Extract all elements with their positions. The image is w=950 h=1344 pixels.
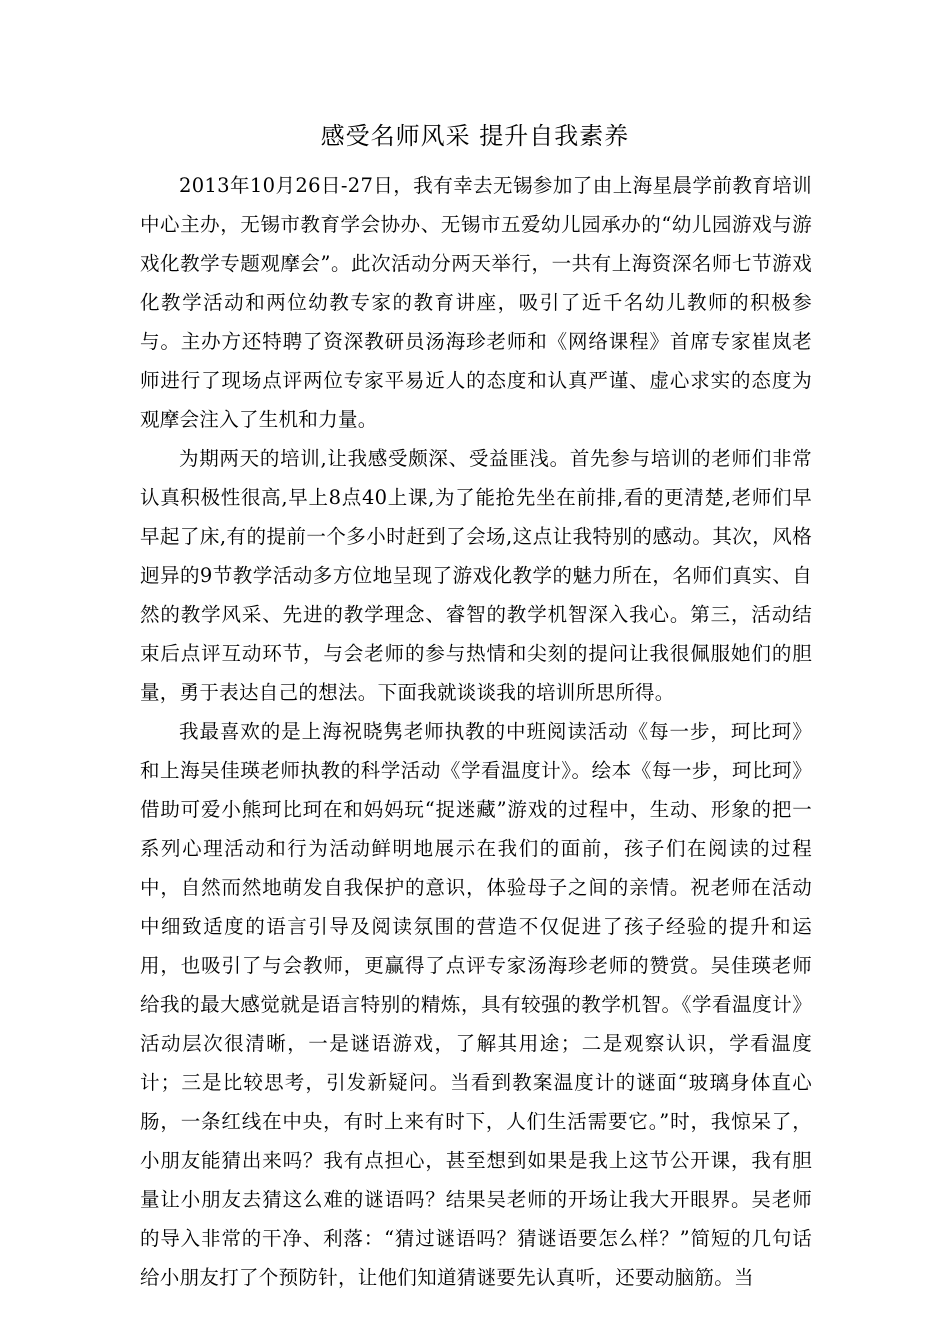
paragraph-3: 我最喜欢的是上海祝晓隽老师执教的中班阅读活动《每一步，珂比珂》和上海吴佳瑛老师执教的科学活动《学看温度计》。绘本《每一步，珂比珂》借助可爱小熊珂比珂在和妈妈玩“捉迷藏”游戏的过程中，生动、形象的把一系列心理活动和行为活动鲜明地展示在我们的面前，孩子们在阅读的过程中，自然而然地萌发自我保护的意识，体验母子之间的亲情。祝老师在活动中细致适度的语言引导及阅读氛围的营造不仅促进了孩子经验的提升和运用，也吸引了与会教师，更赢得了点评专家汤海珍老师的赞赏。吴佳瑛老师给我的最大感觉就是语言特别的精炼，具有较强的教学机智。《学看温度计》活动层次很清晰，一是谜语游戏，了解其用途；二是观察认识，学看温度计；三是比较思考，引发新疑问。当看到教案温度计的谜面“玻璃身体直心肠，一条红线在中央，有时上来有时下，人们生活需要它。”时，我惊呆了，小朋友能猜出来吗？我有点担心，甚至想到如果是我上这节公开课，我有胆量让小朋友去猜这么难的谜语吗？结果吴老师的开场让我大开眼界。吴老师的导入非常的干净、利落：“猜过谜语吗？猜谜语要怎么样？”简短的几句话给小朋友打了个预防针，让他们知道猜谜要先认真听，还要动脑筋。当 bbox=[140, 720, 812, 1289]
document-title: 感受名师风采 提升自我素养 bbox=[320, 122, 630, 150]
document-body bbox=[140, 166, 812, 1297]
paragraph-1: 2013年10月26日-27日，我有幸去无锡参加了由上海星晨学前教育培训中心主办，无锡市教育学会协办、无锡市五爱幼儿园承办的“幼儿园游戏与游戏化教学专题观摩会”。此次活动分两天举行，一共有上海资深名师七节游戏化教学活动和两位幼教专家的教育讲座，吸引了近千名幼儿教师的积极参与。主办方还特聘了资深教研员汤海珍老师和《网络课程》首席专家崔岚老师进行了现场点评两位专家平易近人的态度和认真严谨、虚心求实的态度为观摩会注入了生机和力量。 bbox=[140, 174, 812, 431]
paragraph-2: 为期两天的培训,让我感受颇深、受益匪浅。首先参与培训的老师们非常认真积极性很高,早上8点40上课,为了能抢先坐在前排,看的更清楚,老师们早早起了床,有的提前一个多小时赶到了会场,这点让我特别的感动。其次，风格迥异的9节教学活动多方位地呈现了游戏化教学的魅力所在，名师们真实、自然的教学风采、先进的教学理念、睿智的教学机智深入我心。第三，活动结束后点评互动环节，与会老师的参与热情和尖刻的提问让我很佩服她们的胆量，勇于表达自己的想法。下面我就谈谈我的培训所思所得。 bbox=[140, 447, 812, 704]
